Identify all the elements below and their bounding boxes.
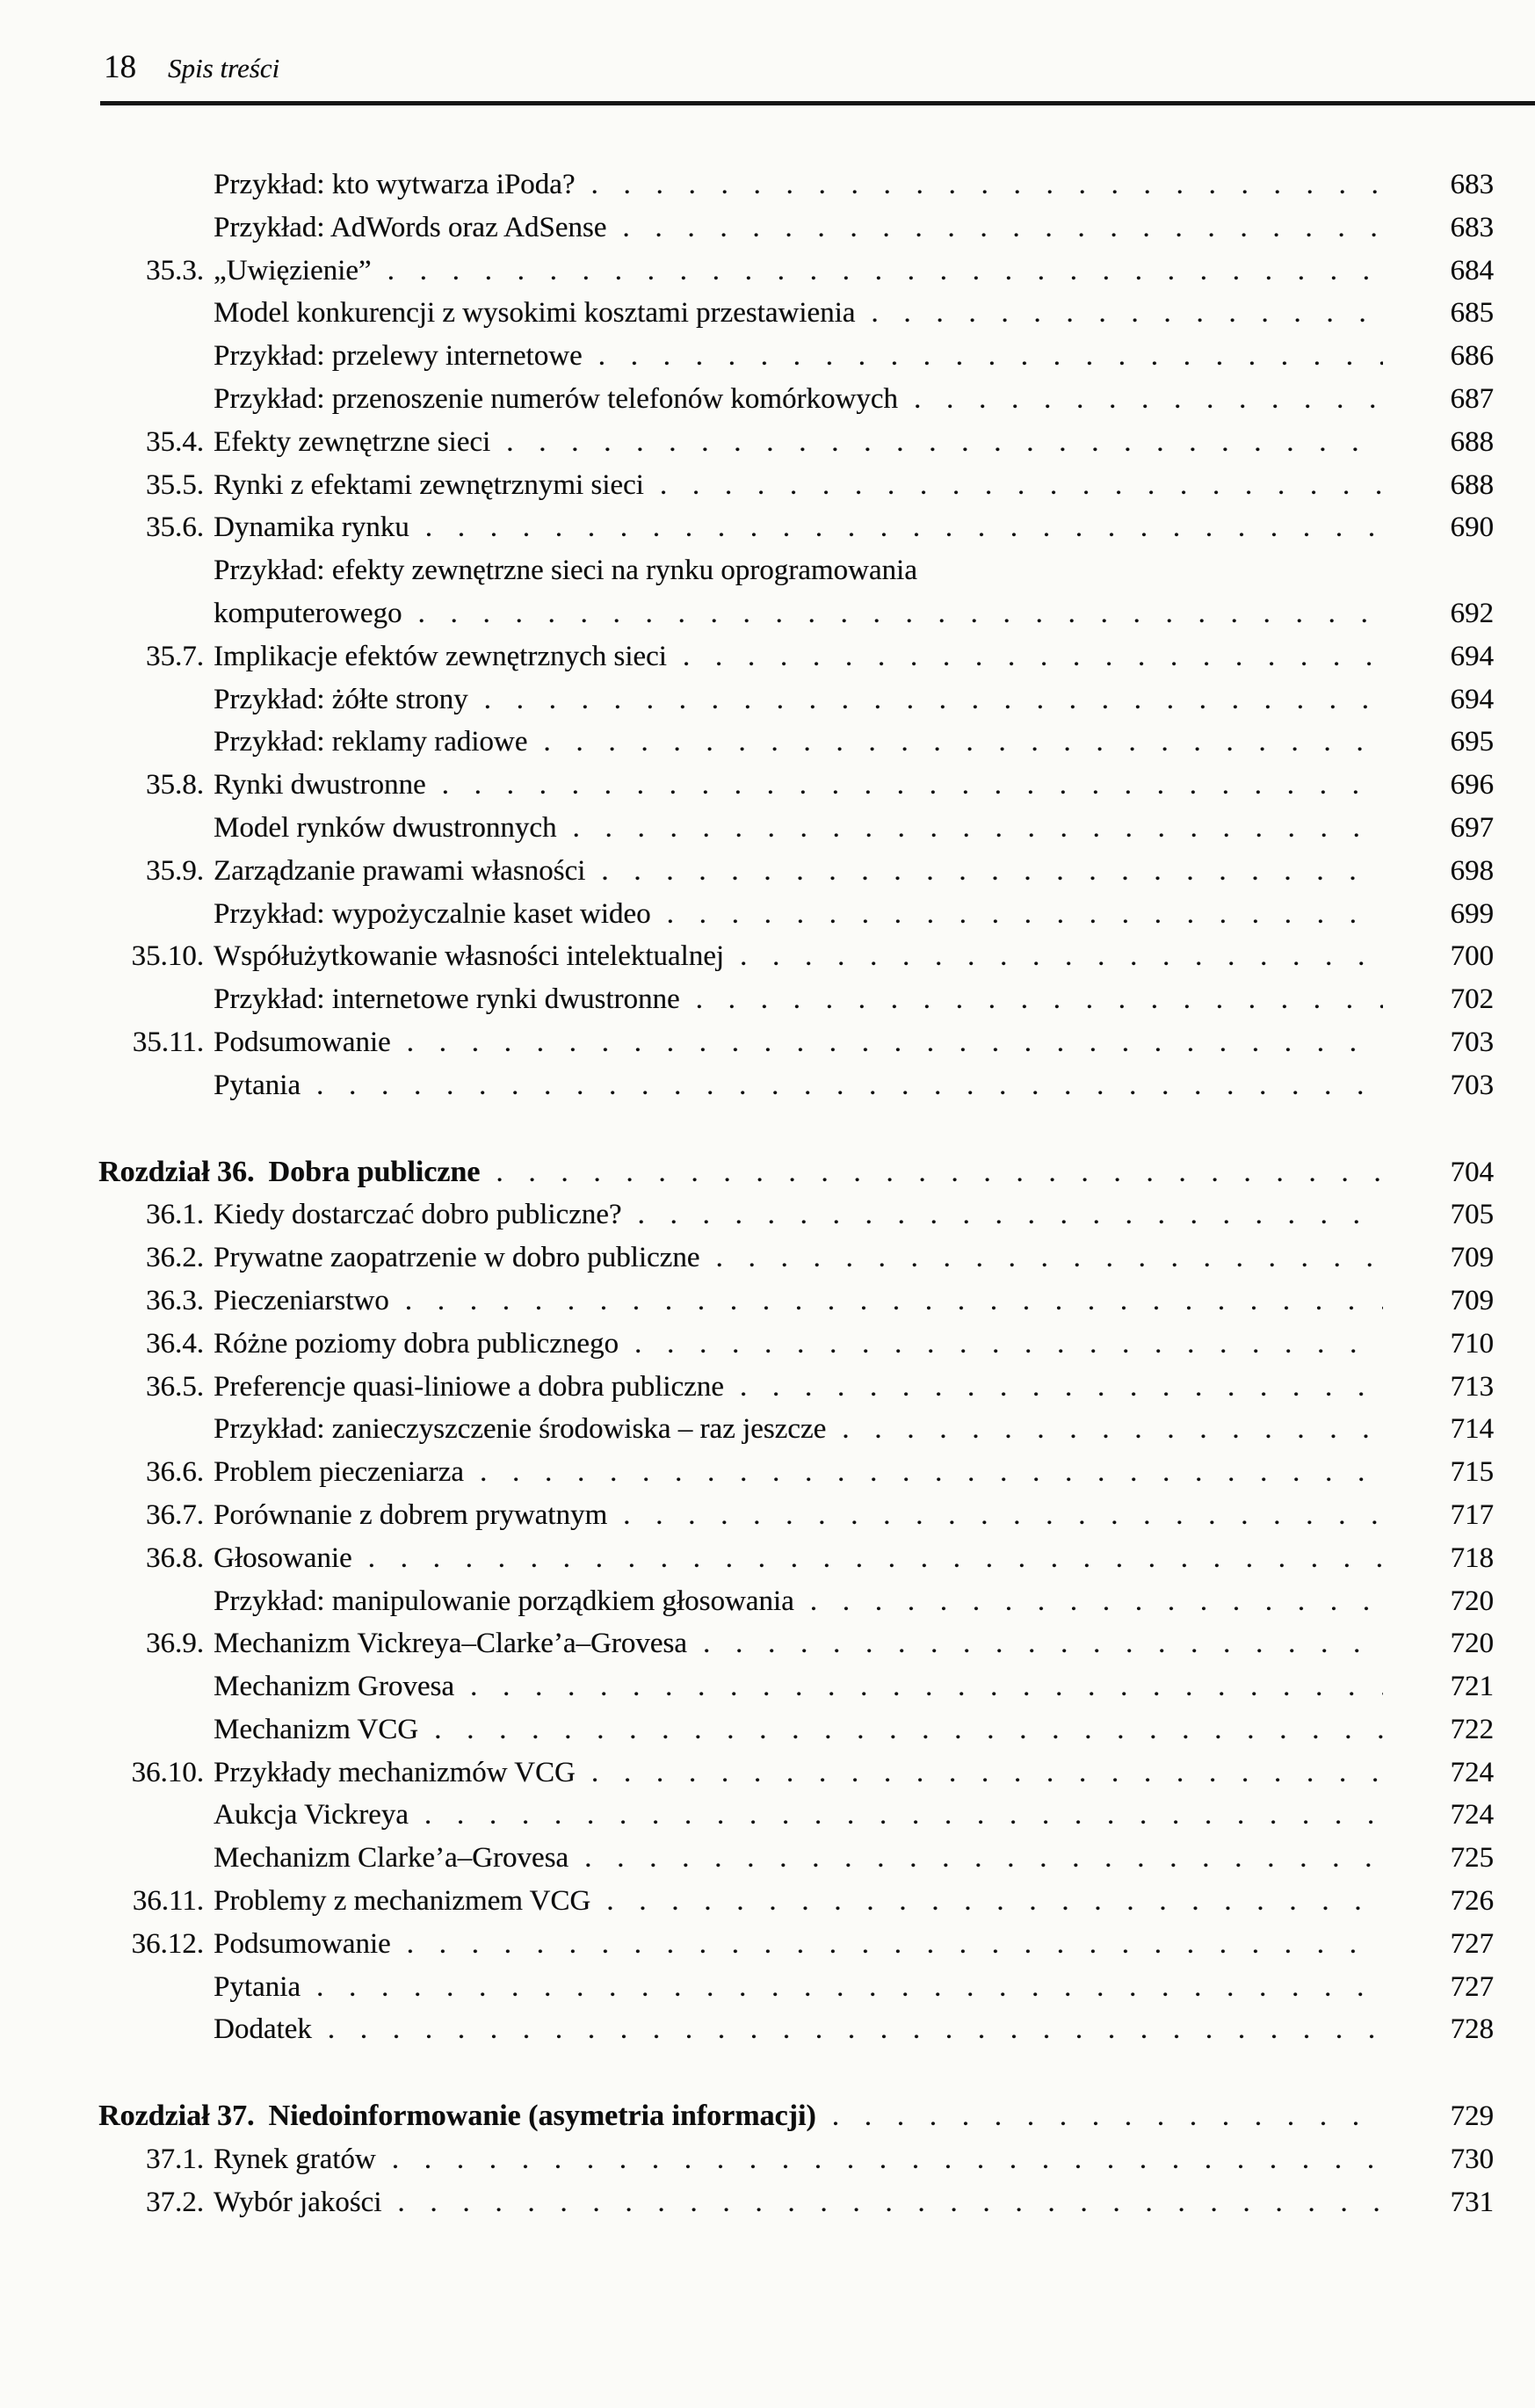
- header-title: Spis treści: [168, 53, 280, 83]
- dot-leader: [506, 421, 1383, 464]
- toc-row: [98, 207, 1494, 250]
- toc-entry-title: Dodatek: [214, 2013, 312, 2046]
- toc-row: [98, 1537, 1494, 1580]
- toc-entry-title: Dynamika rynku: [214, 511, 409, 544]
- toc-entry-title: Wybór jakości: [214, 2186, 382, 2218]
- toc-entry-number: 35.5.: [146, 468, 204, 501]
- dot-leader: [405, 1280, 1383, 1323]
- toc-entry-page: 703: [1450, 1026, 1494, 1058]
- toc-entry-number: 36.12.: [131, 1927, 204, 1960]
- toc-row: [98, 1580, 1494, 1623]
- toc-entry-page: 724: [1450, 1799, 1494, 1831]
- toc-entry-title: Przykład: manipulowanie porządkiem głosowania: [214, 1585, 794, 1617]
- toc-entry-number: 36.6.: [146, 1456, 204, 1489]
- toc-entry-page: 726: [1450, 1885, 1494, 1918]
- toc-entry-page: 725: [1450, 1842, 1494, 1875]
- toc-row: [98, 1622, 1494, 1665]
- toc-entry-page: 722: [1450, 1713, 1494, 1745]
- dot-leader: [387, 250, 1383, 293]
- toc-entry-title: Przykład: przenoszenie numerów telefonów komórkowych: [214, 382, 898, 415]
- toc-entry-page: 694: [1450, 683, 1494, 715]
- toc-row: [98, 1366, 1494, 1409]
- toc-entry-page: 729: [1450, 2100, 1494, 2133]
- toc-row: [98, 2181, 1494, 2224]
- toc-row: [98, 1494, 1494, 1537]
- toc-row: [98, 2008, 1494, 2051]
- dot-leader: [622, 207, 1383, 250]
- toc-entry-title: Prywatne zaopatrzenie w dobro publiczne: [214, 1242, 700, 1274]
- dot-leader: [584, 1837, 1383, 1880]
- toc-row: [98, 1794, 1494, 1837]
- toc-entry-page: 688: [1450, 468, 1494, 501]
- dot-leader: [598, 335, 1383, 378]
- toc-entry-title: Rynki dwustronne: [214, 769, 426, 801]
- toc-entry-page: 698: [1450, 854, 1494, 887]
- dot-leader: [638, 1193, 1383, 1237]
- dot-leader: [480, 1451, 1383, 1494]
- toc-entry-page: 720: [1450, 1585, 1494, 1617]
- dot-leader: [601, 850, 1383, 893]
- toc-entry-title: Przykład: internetowe rynki dwustronne: [214, 983, 680, 1016]
- dot-leader: [316, 1064, 1383, 1107]
- toc-entry-title: Przykład: przelewy internetowe: [214, 340, 583, 373]
- toc-entry-page: 715: [1450, 1456, 1494, 1489]
- toc-entry-page: 728: [1450, 2013, 1494, 2046]
- dot-leader: [914, 378, 1383, 421]
- dot-leader: [740, 935, 1383, 978]
- toc-row: [98, 1451, 1494, 1494]
- toc-entry-page: 683: [1450, 169, 1494, 200]
- toc-row: [98, 1064, 1494, 1107]
- toc-entry-number: 36.5.: [146, 1370, 204, 1403]
- toc-entry-number: 35.8.: [146, 769, 204, 801]
- toc-entry-title: Pytania: [214, 1069, 300, 1101]
- dot-leader: [543, 721, 1383, 764]
- toc-row: [98, 506, 1494, 549]
- dot-leader: [328, 2008, 1383, 2051]
- toc-entry-title: Przykład: AdWords oraz AdSense: [214, 211, 607, 243]
- toc-entry-title: Aukcja Vickreya: [214, 1799, 409, 1831]
- toc-entry-number: 35.9.: [146, 854, 204, 887]
- toc-entry-title: Przykład: reklamy radiowe: [214, 726, 528, 758]
- toc-entry-title: Przykład: zanieczyszczenie środowiska – raz jeszcze: [214, 1413, 827, 1446]
- toc-entry-title: Współużytkowanie własności intelektualnej: [214, 940, 725, 973]
- toc-entry-title: Mechanizm Vickreya–Clarke’a–Grovesa: [214, 1628, 687, 1660]
- toc-entry-number: 36.11.: [132, 1885, 204, 1918]
- toc-entry-title: Pieczeniarstwo: [214, 1284, 389, 1316]
- toc-row: [98, 549, 1494, 592]
- dot-leader: [484, 678, 1383, 722]
- toc-entry-title: Różne poziomy dobra publicznego: [214, 1327, 619, 1360]
- toc-row: [98, 1665, 1494, 1708]
- toc-entry-page: 721: [1450, 1671, 1494, 1703]
- toc-entry-title: Pytania: [214, 1970, 300, 2003]
- toc-row: [98, 850, 1494, 893]
- dot-leader: [740, 1366, 1383, 1409]
- toc-entry-title: Przykład: efekty zewnętrzne sieci na rynku oprogramowania: [214, 555, 917, 587]
- toc-entry-page: 684: [1450, 254, 1494, 286]
- dot-leader: [696, 978, 1383, 1021]
- toc-entry-number: 35.6.: [146, 511, 204, 544]
- toc-row: [98, 1880, 1494, 1923]
- toc-entry-number: 36.10.: [131, 1756, 204, 1788]
- toc-row: [98, 1923, 1494, 1966]
- toc-row: [98, 893, 1494, 936]
- toc-entry-number: 35.11.: [132, 1026, 204, 1058]
- page-header: [104, 47, 1535, 94]
- toc-row: [98, 635, 1494, 678]
- toc-entry-title: Przykład: żółte strony: [214, 683, 468, 715]
- toc-entry-number: 35.4.: [146, 425, 204, 458]
- toc-entry-page: 697: [1450, 811, 1494, 844]
- toc-entry-title: Zarządzanie prawami własności: [214, 854, 586, 887]
- toc-entry-page: 694: [1450, 640, 1494, 672]
- toc-row: [98, 2095, 1494, 2138]
- toc-row: [98, 1323, 1494, 1366]
- toc-entry-page: 695: [1450, 726, 1494, 758]
- toc-entry-number: 36.8.: [146, 1541, 204, 1574]
- toc-row: [98, 1193, 1494, 1237]
- dot-leader: [407, 1021, 1383, 1064]
- dot-leader: [470, 1665, 1383, 1708]
- dot-leader: [810, 1580, 1383, 1623]
- dot-leader: [572, 807, 1383, 850]
- toc-entry-page: 692: [1450, 597, 1494, 629]
- dot-leader: [606, 1880, 1383, 1923]
- toc-entry-page: 710: [1450, 1327, 1494, 1360]
- dot-leader: [424, 1794, 1383, 1837]
- dot-leader: [407, 1923, 1383, 1966]
- toc-entry-title: Model konkurencji z wysokimi kosztami przestawienia: [214, 297, 856, 330]
- toc-entry-page: 702: [1450, 983, 1494, 1016]
- toc-entry-title: Podsumowanie: [214, 1026, 391, 1058]
- toc-entry-page: 709: [1450, 1284, 1494, 1316]
- toc-entry-page: 713: [1450, 1370, 1494, 1403]
- toc-entry-title: Głosowanie: [214, 1541, 352, 1574]
- dot-leader: [842, 1408, 1383, 1451]
- toc-row: [98, 1021, 1494, 1064]
- dot-leader: [316, 1966, 1383, 2009]
- toc-row: [98, 592, 1494, 635]
- dot-leader: [590, 163, 1383, 207]
- dot-leader: [434, 1708, 1383, 1752]
- toc-row: [98, 464, 1494, 507]
- toc-entry-title: „Uwięzienie”: [214, 254, 372, 286]
- toc-entry-title: Mechanizm VCG: [214, 1713, 419, 1745]
- toc-entry-page: 690: [1450, 511, 1494, 544]
- toc-entry-page: 717: [1450, 1498, 1494, 1531]
- toc-entry-page: 704: [1450, 1156, 1494, 1188]
- dot-leader: [425, 506, 1383, 549]
- toc-entry-page: 696: [1450, 769, 1494, 801]
- toc-row: [98, 721, 1494, 764]
- dot-leader: [703, 1622, 1383, 1665]
- toc-entry-page: 683: [1450, 211, 1494, 243]
- toc-row: [98, 678, 1494, 722]
- toc-entry-title: Model rynków dwustronnych: [214, 811, 557, 844]
- dot-leader: [832, 2095, 1383, 2138]
- toc-row: [98, 807, 1494, 850]
- toc-row: [98, 1151, 1494, 1194]
- toc-entry-page: 727: [1450, 1927, 1494, 1960]
- toc-entry-title: Mechanizm Grovesa: [214, 1671, 454, 1703]
- toc-chapter-label: Rozdział 37.: [98, 2100, 255, 2133]
- dot-leader: [397, 2181, 1383, 2224]
- toc-entry-number: 36.2.: [146, 1242, 204, 1274]
- toc-entry-page: 714: [1450, 1413, 1494, 1446]
- toc-row: [98, 1966, 1494, 2009]
- toc-entry-title: Kiedy dostarczać dobro publiczne?: [214, 1199, 622, 1231]
- dot-leader: [660, 464, 1383, 507]
- toc-row: [98, 764, 1494, 807]
- dot-leader: [634, 1323, 1383, 1366]
- toc-entry-page: 687: [1450, 382, 1494, 415]
- toc-row: [98, 1237, 1494, 1280]
- toc-entry-title: Przykłady mechanizmów VCG: [214, 1756, 576, 1788]
- toc-entry-title: Rynek gratów: [214, 2143, 376, 2176]
- toc-entry-title: Problem pieczeniarza: [214, 1456, 464, 1489]
- dot-leader: [368, 1537, 1383, 1580]
- toc-row: [98, 2138, 1494, 2181]
- toc-entry-page: 718: [1450, 1541, 1494, 1574]
- toc-entry-number: 36.4.: [146, 1327, 204, 1360]
- toc-row: [98, 1708, 1494, 1752]
- toc-entry-page: 705: [1450, 1199, 1494, 1231]
- toc-entry-number: 36.3.: [146, 1284, 204, 1316]
- dot-leader: [667, 893, 1383, 936]
- dot-leader: [683, 635, 1383, 678]
- toc-entry-number: 36.1.: [146, 1199, 204, 1231]
- toc-row: [98, 378, 1494, 421]
- toc-entry-title: komputerowego: [214, 597, 402, 629]
- toc-entry-page: 700: [1450, 940, 1494, 973]
- toc-entry-title: Przykład: kto wytwarza iPoda?: [214, 169, 576, 200]
- dot-leader: [442, 764, 1383, 807]
- toc-entry-number: 35.10.: [131, 940, 204, 973]
- toc-entry-title: Rynki z efektami zewnętrznymi sieci: [214, 468, 644, 501]
- dot-leader: [715, 1237, 1383, 1280]
- toc: [98, 163, 1494, 2224]
- header-rule: [100, 101, 1535, 105]
- toc-row: [98, 1280, 1494, 1323]
- dot-leader: [417, 592, 1383, 635]
- toc-row: [98, 1408, 1494, 1451]
- dot-leader: [496, 1151, 1383, 1194]
- toc-row: [98, 250, 1494, 293]
- toc-entry-page: 709: [1450, 1242, 1494, 1274]
- dot-leader: [871, 292, 1383, 335]
- toc-entry-number: 35.3.: [146, 254, 204, 286]
- toc-entry-page: 699: [1450, 897, 1494, 930]
- toc-entry-number: 36.9.: [146, 1628, 204, 1660]
- toc-entry-number: 35.7.: [146, 640, 204, 672]
- dot-leader: [623, 1494, 1383, 1537]
- toc-entry-title: Niedoinformowanie (asymetria informacji): [268, 2100, 816, 2133]
- toc-row: [98, 1752, 1494, 1795]
- toc-row: [98, 935, 1494, 978]
- toc-entry-title: Preferencje quasi-liniowe a dobra publiczne: [214, 1370, 724, 1403]
- toc-entry-title: Przykład: wypożyczalnie kaset wideo: [214, 897, 651, 930]
- dot-leader: [392, 2138, 1383, 2181]
- toc-entry-page: 685: [1450, 297, 1494, 330]
- toc-entry-title: Porównanie z dobrem prywatnym: [214, 1498, 608, 1531]
- page-number: 18: [104, 49, 136, 85]
- toc-row: [98, 292, 1494, 335]
- toc-row: [98, 978, 1494, 1021]
- toc-entry-title: Dobra publiczne: [268, 1155, 481, 1188]
- toc-entry-page: 730: [1450, 2143, 1494, 2176]
- toc-entry-number: 37.2.: [146, 2186, 204, 2218]
- toc-entry-page: 724: [1450, 1756, 1494, 1788]
- toc-row: [98, 163, 1494, 207]
- toc-entry-title: Mechanizm Clarke’a–Grovesa: [214, 1842, 569, 1875]
- toc-row: [98, 1837, 1494, 1880]
- toc-entry-page: 686: [1450, 340, 1494, 373]
- toc-row: [98, 421, 1494, 464]
- toc-entry-number: 36.7.: [146, 1498, 204, 1531]
- toc-entry-title: Podsumowanie: [214, 1927, 391, 1960]
- toc-entry-number: 37.1.: [146, 2143, 204, 2176]
- toc-entry-title: Efekty zewnętrzne sieci: [214, 425, 491, 458]
- toc-entry-title: Problemy z mechanizmem VCG: [214, 1885, 591, 1918]
- toc-row: [98, 335, 1494, 378]
- toc-chapter-label: Rozdział 36.: [98, 1155, 255, 1188]
- toc-entry-page: 703: [1450, 1069, 1494, 1101]
- toc-entry-page: 720: [1450, 1628, 1494, 1660]
- toc-entry-page: 731: [1450, 2186, 1494, 2218]
- dot-leader: [591, 1752, 1383, 1795]
- toc-entry-page: 727: [1450, 1970, 1494, 2003]
- toc-entry-page: 688: [1450, 425, 1494, 458]
- toc-entry-title: Implikacje efektów zewnętrznych sieci: [214, 640, 667, 672]
